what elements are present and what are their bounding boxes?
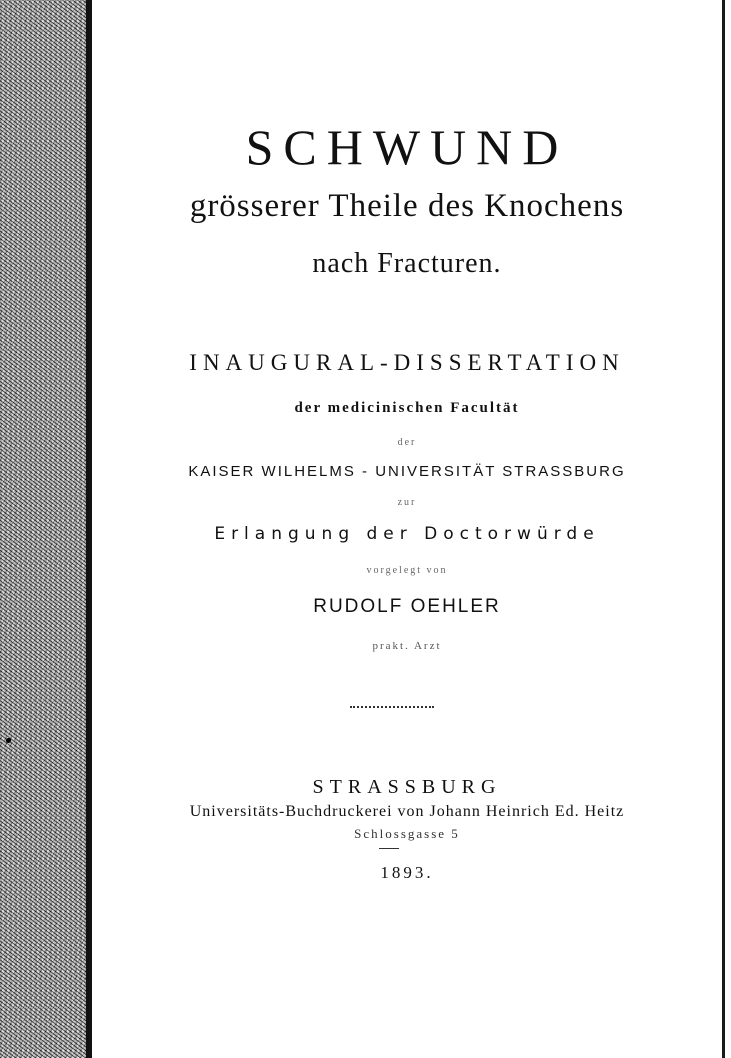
imprint-rule [379, 848, 399, 849]
imprint-street: Schlossgasse 5 [354, 826, 460, 841]
scan-speck [6, 738, 11, 743]
faculty-line: der medicinischen Facultät [294, 400, 520, 416]
university-line: KAISER WILHELMS - UNIVERSITÄT STRASSBURG [188, 463, 626, 480]
purpose-line: Erlangung der Doctorwürde [214, 524, 600, 544]
connector-vorgelegt: vorgelegt von [366, 565, 448, 576]
book-binding-edge [0, 0, 86, 1058]
dissertation-heading: INAUGURAL-DISSERTATION [189, 350, 625, 375]
subtitle-line-2: nach Fracturen. [312, 248, 502, 279]
title-page [92, 0, 722, 1058]
imprint-year: 1893. [380, 863, 434, 882]
subtitle-line-1: grösserer Theile des Knochens [189, 188, 625, 224]
author-origin: prakt. Arzt [372, 640, 442, 652]
imprint-printer: Universitäts-Buchdruckerei von Johann Heinrich Ed. Heitz [189, 803, 625, 820]
imprint-city: STRASSBURG [312, 776, 502, 798]
author-name: RUDOLF OEHLER [313, 596, 501, 617]
connector-zur: zur [397, 497, 417, 508]
connector-der: der [397, 437, 417, 448]
ornament-divider [350, 706, 434, 710]
page-right-edge [722, 0, 725, 1058]
document-title: SCHWUND [245, 119, 569, 175]
